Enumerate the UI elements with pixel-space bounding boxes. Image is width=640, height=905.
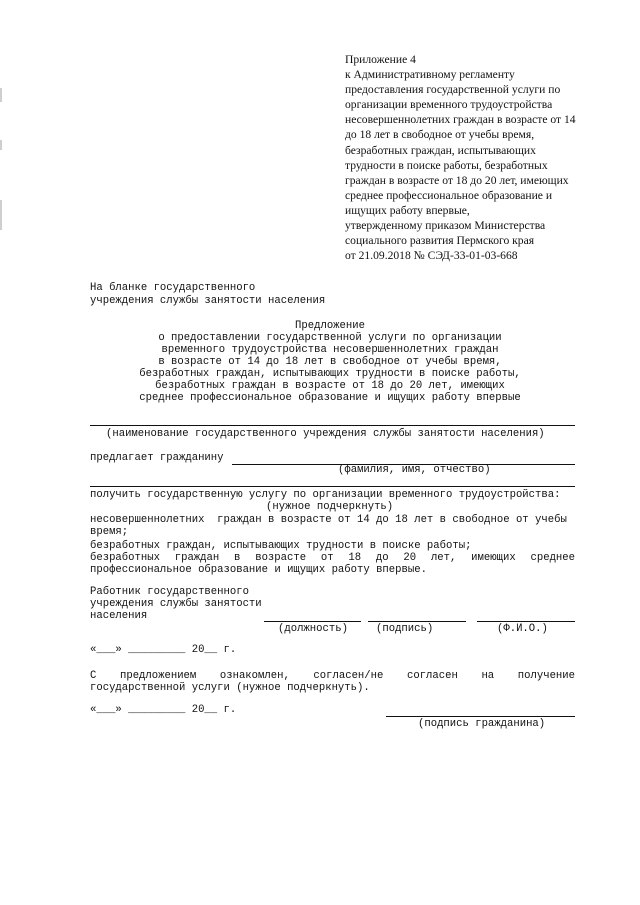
title-line: безработных граждан в возрасте от 18 до 20 лет, имеющих	[155, 380, 505, 392]
receive-service-line: получить государственную услугу по организации временного трудоустройства:	[90, 489, 561, 501]
document-title: Предложение	[295, 320, 365, 332]
title-line: о предоставлении государственной услуги по организации	[158, 332, 502, 344]
appendix-line: социального развития Пермского края	[345, 234, 535, 248]
scan-mark	[0, 88, 2, 102]
title-line: среднее профессиональное образование и ищущих работу впервые	[139, 392, 521, 404]
appendix-line: несовершеннолетних граждан в возрасте от 14	[345, 113, 576, 127]
option-unemployed: безработных граждан, испытывающих трудности в поиске работы;	[90, 540, 472, 552]
appendix-line: от 21.09.2018 № СЭД-33-01-03-668	[345, 249, 518, 263]
title-line: безработных граждан, испытывающих трудности в поиске работы,	[139, 368, 521, 380]
agreement-line: государственной услуги (нужное подчеркнуть).	[90, 682, 370, 694]
institution-caption: (наименование государственного учреждения службы занятости населения)	[106, 428, 545, 440]
citizen-signature-caption: (подпись гражданина)	[418, 718, 546, 730]
fio-caption: (Ф.И.О.)	[497, 623, 548, 635]
appendix-line: предоставления государственной услуги по	[345, 83, 561, 97]
worker-label: населения	[90, 610, 148, 622]
appendix-line: безработных граждан, испытывающих	[345, 143, 536, 157]
appendix-line: утвержденному приказом Министерства	[345, 219, 546, 233]
appendix-line: граждан в возрасте от 18 до 20 лет, имеющих	[345, 173, 569, 187]
appendix-line: организации временного трудоустройства	[345, 98, 553, 112]
position-caption: (должность)	[278, 623, 348, 635]
worker-label: учреждения службы занятости	[90, 598, 262, 610]
institution-name-field[interactable]	[90, 425, 575, 426]
offers-label: предлагает гражданину	[90, 452, 224, 464]
option-minors-cont: время;	[90, 526, 129, 538]
date-field[interactable]: «___» _________ 20__ г.	[90, 704, 237, 716]
fio-field[interactable]	[477, 621, 575, 622]
option-unemployed-18-20-cont: профессиональное образование и ищущих работу впервые.	[90, 564, 427, 576]
date-field[interactable]: «___» _________ 20__ г.	[90, 644, 237, 656]
appendix-line: до 18 лет в свободное от учебы время,	[345, 128, 535, 142]
scan-mark	[0, 140, 2, 150]
appendix-line: среднее профессиональное образование и	[345, 188, 553, 202]
appendix-line: ищущих работу впервые,	[345, 203, 470, 217]
signature-caption: (подпись)	[376, 623, 434, 635]
name-caption: (фамилия, имя, отчество)	[338, 464, 491, 476]
title-line: в возрасте от 14 до 18 лет в свободное от учебы время,	[158, 356, 502, 368]
appendix-line: трудности в поиске работы, безработных	[345, 158, 548, 172]
appendix-block	[345, 52, 605, 263]
appendix-line: Приложение 4	[345, 53, 416, 66]
position-field[interactable]	[264, 621, 361, 622]
citizen-name-field-continued[interactable]	[90, 486, 575, 487]
underline-hint: (нужное подчеркнуть)	[266, 501, 394, 513]
appendix-line: к Административному регламенту	[345, 68, 515, 82]
scan-mark	[0, 200, 2, 230]
agreement-line: С предложением ознакомлен, согласен/не согласен на получение	[90, 670, 575, 682]
option-unemployed-18-20: безработных граждан в возрасте от 18 до 20 лет, имеющих среднее	[90, 552, 575, 564]
letterhead-line: учреждения службы занятости населения	[90, 295, 326, 307]
title-line: временного трудоустройства несовершеннолетних граждан	[161, 344, 499, 356]
signature-field[interactable]	[368, 621, 466, 622]
letterhead-line: На бланке государственного	[90, 282, 256, 294]
citizen-signature-field[interactable]	[386, 716, 575, 717]
worker-label: Работник государственного	[90, 586, 249, 598]
option-minors: несовершеннолетних граждан в возрасте от 14 до 18 лет в свободное от учебы	[90, 514, 567, 526]
